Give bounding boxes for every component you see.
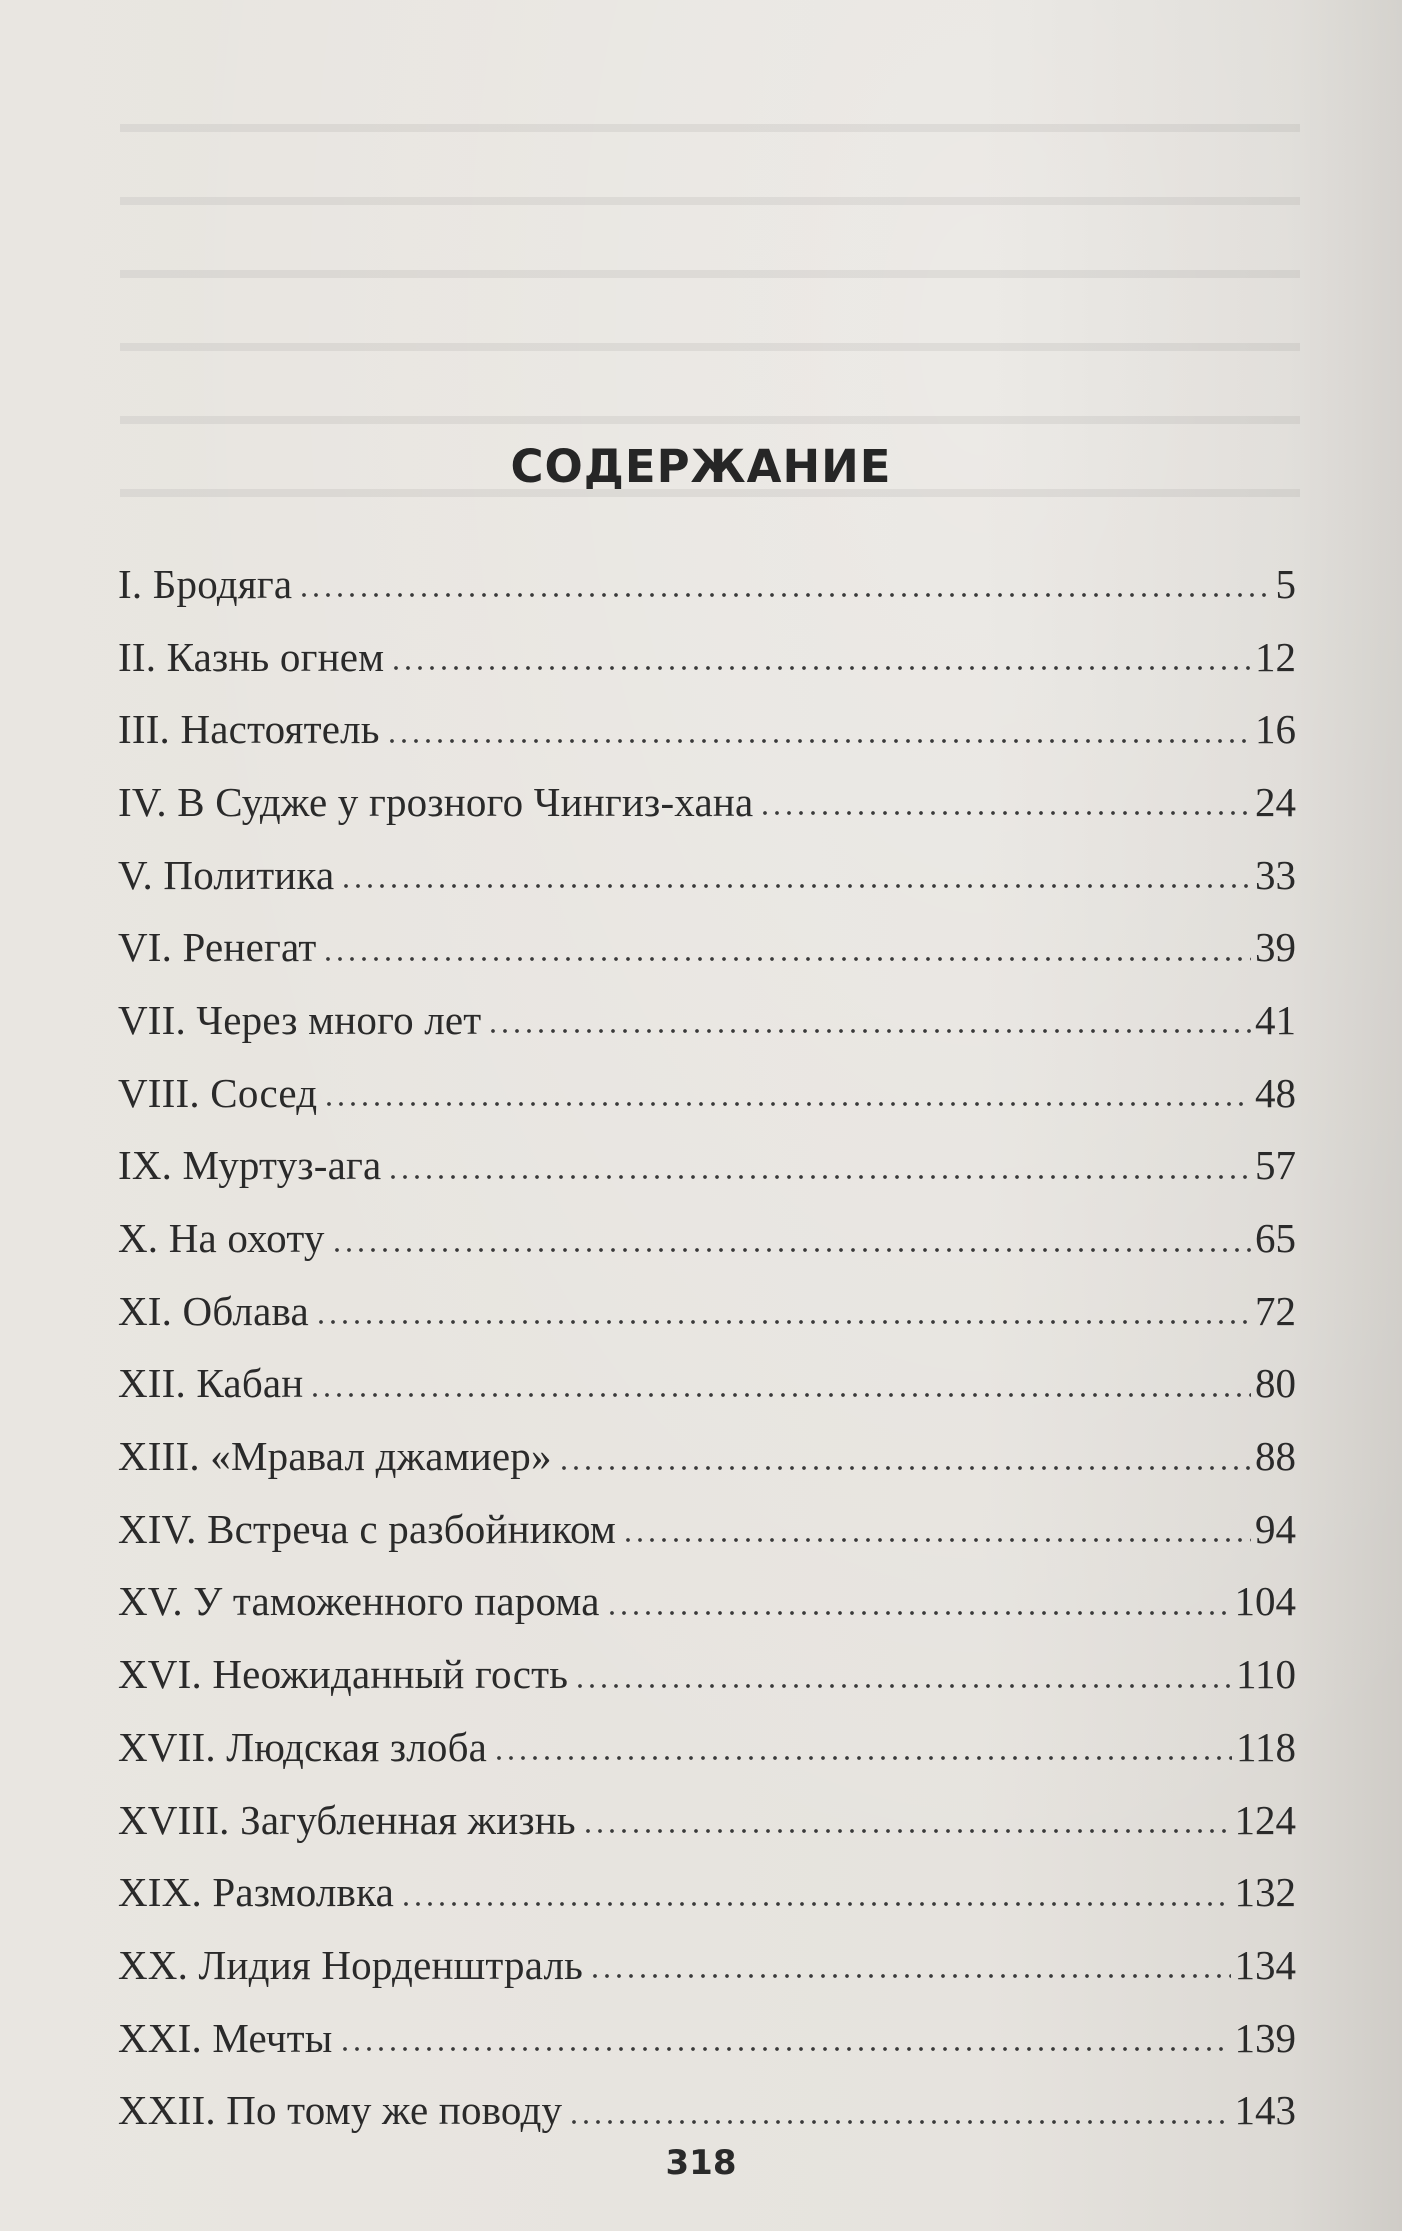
dot-leader bbox=[493, 1754, 1232, 1762]
dot-leader bbox=[331, 1246, 1251, 1254]
toc-entry bbox=[118, 2074, 1296, 2147]
toc-entry-label: XXI. Мечты bbox=[118, 2014, 333, 2061]
toc-entry-label: XII. Кабан bbox=[118, 1360, 304, 1407]
toc-entry bbox=[118, 1638, 1296, 1711]
dot-leader bbox=[387, 1173, 1251, 1181]
toc-entry-label: XV. У таможенного парома bbox=[118, 1578, 600, 1625]
toc-entry-label: IV. В Судже у грозного Чингиз-хана bbox=[118, 778, 754, 825]
toc-entry-page: 48 bbox=[1255, 1069, 1296, 1116]
toc-entry-page: 12 bbox=[1255, 633, 1296, 680]
toc-entry-page: 57 bbox=[1255, 1142, 1296, 1189]
toc-entry-page: 139 bbox=[1234, 2014, 1296, 2061]
dot-leader bbox=[323, 1100, 1251, 1108]
contents-title: СОДЕРЖАНИЕ bbox=[510, 440, 892, 493]
toc-entry-page: 41 bbox=[1255, 996, 1296, 1043]
toc-entry-label: XXII. По тому же поводу bbox=[118, 2087, 563, 2134]
toc-entry bbox=[118, 1784, 1296, 1857]
show-through-text bbox=[120, 80, 1300, 500]
toc-entry-page: 5 bbox=[1275, 560, 1296, 607]
dot-leader bbox=[315, 1318, 1251, 1326]
toc-entry bbox=[118, 1420, 1296, 1493]
toc-entry bbox=[118, 1348, 1296, 1421]
toc-entry-page: 118 bbox=[1236, 1723, 1296, 1770]
toc-entry-label: VIII. Сосед bbox=[118, 1069, 318, 1116]
dot-leader bbox=[322, 955, 1251, 963]
toc-entry bbox=[118, 693, 1296, 766]
toc-entry bbox=[118, 1929, 1296, 2002]
dot-leader bbox=[309, 1391, 1251, 1399]
toc-entry bbox=[118, 1130, 1296, 1203]
toc-entry-label: VII. Через много лет bbox=[118, 996, 482, 1043]
toc-entry bbox=[118, 548, 1296, 621]
toc-entry bbox=[118, 1202, 1296, 1275]
page-number: 318 bbox=[665, 2143, 737, 2183]
dot-leader bbox=[568, 2118, 1230, 2126]
dot-leader bbox=[622, 1536, 1251, 1544]
toc-entry-page: 110 bbox=[1236, 1651, 1296, 1698]
toc-entry-page: 88 bbox=[1255, 1433, 1296, 1480]
toc-entry-page: 72 bbox=[1255, 1287, 1296, 1334]
toc-entry-label: XIV. Встреча с разбойником bbox=[118, 1505, 617, 1552]
toc-entry-label: XIII. «Мравал джамиер» bbox=[118, 1433, 552, 1480]
toc-entry bbox=[118, 621, 1296, 694]
toc-entry-label: IX. Муртуз-ага bbox=[118, 1142, 382, 1189]
toc-entry bbox=[118, 1493, 1296, 1566]
toc-entry-page: 134 bbox=[1234, 1941, 1296, 1988]
toc-entry-label: XI. Облава bbox=[118, 1287, 309, 1334]
toc-entry-page: 24 bbox=[1255, 778, 1296, 825]
toc-entry-label: III. Настоятель bbox=[118, 706, 380, 753]
toc-entry-label: XVI. Неожиданный гость bbox=[118, 1651, 569, 1698]
table-of-contents bbox=[118, 548, 1296, 2147]
dot-leader bbox=[759, 809, 1251, 817]
toc-entry-page: 39 bbox=[1255, 924, 1296, 971]
toc-entry bbox=[118, 911, 1296, 984]
dot-leader bbox=[390, 664, 1251, 672]
toc-entry bbox=[118, 1566, 1296, 1639]
toc-entry-label: XIX. Размолвка bbox=[118, 1869, 395, 1916]
toc-entry-page: 65 bbox=[1255, 1215, 1296, 1262]
toc-entry bbox=[118, 984, 1296, 1057]
dot-leader bbox=[487, 1027, 1251, 1035]
dot-leader bbox=[339, 2045, 1231, 2053]
dot-leader bbox=[340, 882, 1251, 890]
toc-entry-page: 143 bbox=[1234, 2087, 1296, 2134]
toc-entry bbox=[118, 2002, 1296, 2075]
toc-entry-page: 104 bbox=[1234, 1578, 1296, 1625]
toc-entry-page: 16 bbox=[1255, 706, 1296, 753]
toc-entry-page: 94 bbox=[1255, 1505, 1296, 1552]
toc-entry-page: 33 bbox=[1255, 851, 1296, 898]
toc-entry-label: II. Казнь огнем bbox=[118, 633, 385, 680]
toc-entry-label: XX. Лидия Норденштраль bbox=[118, 1941, 584, 1988]
toc-entry-label: VI. Ренегат bbox=[118, 924, 317, 971]
toc-entry-label: X. На охоту bbox=[118, 1215, 325, 1262]
dot-leader bbox=[400, 1900, 1230, 1908]
dot-leader bbox=[298, 591, 1271, 599]
dot-leader bbox=[589, 1972, 1230, 1980]
toc-entry-label: XVIII. Загубленная жизнь bbox=[118, 1796, 576, 1843]
dot-leader bbox=[606, 1609, 1231, 1617]
toc-entry bbox=[118, 1856, 1296, 1929]
toc-entry bbox=[118, 1057, 1296, 1130]
toc-entry-page: 80 bbox=[1255, 1360, 1296, 1407]
toc-entry-label: I. Бродяга bbox=[118, 560, 293, 607]
dot-leader bbox=[386, 737, 1251, 745]
toc-entry-page: 124 bbox=[1234, 1796, 1296, 1843]
toc-entry-label: V. Политика bbox=[118, 851, 335, 898]
dot-leader bbox=[582, 1827, 1231, 1835]
dot-leader bbox=[558, 1464, 1251, 1472]
toc-entry bbox=[118, 766, 1296, 839]
dot-leader bbox=[574, 1682, 1232, 1690]
toc-entry-label: XVII. Людская злоба bbox=[118, 1723, 488, 1770]
toc-entry bbox=[118, 1711, 1296, 1784]
toc-entry bbox=[118, 1275, 1296, 1348]
toc-entry bbox=[118, 839, 1296, 912]
toc-entry-page: 132 bbox=[1234, 1869, 1296, 1916]
